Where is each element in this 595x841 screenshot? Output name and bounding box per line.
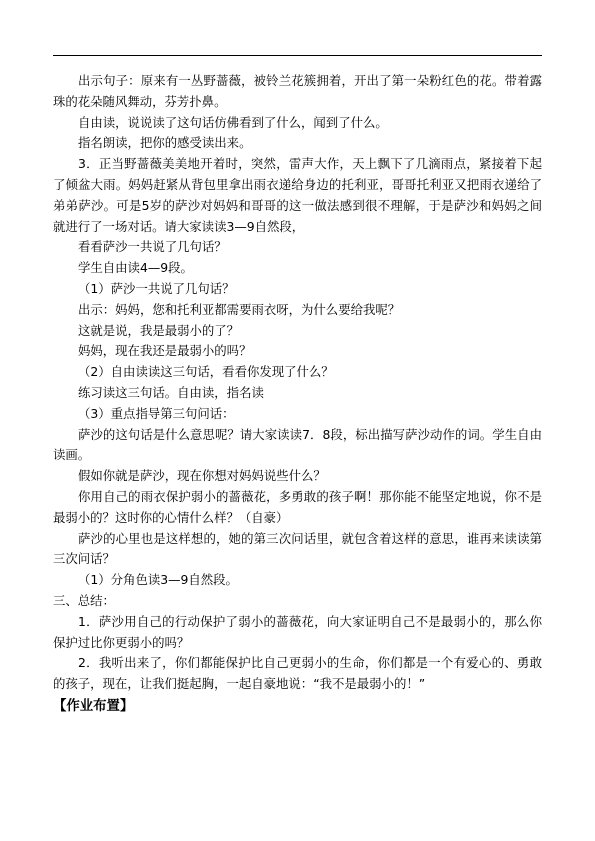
- section-heading: 【作业布置】: [53, 698, 134, 714]
- section-label: 三、总结：: [53, 592, 115, 608]
- paragraph: 假如你就是萨沙，现在你想对妈妈说些什么？: [78, 468, 326, 484]
- paragraph: 1．萨沙用自己的行动保护了弱小的蔷薇花，向大家证明自己不是最弱小的，那么你保护过比你更弱小的吗？: [53, 613, 542, 650]
- paragraph: 妈妈，现在我还是最弱小的吗？: [78, 343, 252, 359]
- header-rule: [53, 55, 542, 56]
- paragraph: （1）分角色读3—9自然段。: [78, 572, 238, 588]
- document-body: [53, 71, 542, 718]
- paragraph: （1）萨沙一共说了几句话？: [78, 280, 235, 296]
- paragraph: （3）重点指导第三句问话：: [78, 405, 235, 421]
- paragraph: 萨沙的心里也是这样想的，她的第三次问话里，就包含着这样的意思，谁再来读读第三次问话？: [53, 530, 542, 567]
- paragraph: 出示：妈妈，您和托利亚都需要雨衣呀，为什么要给我呢？: [78, 301, 401, 317]
- paragraph: 2．我听出来了，你们都能保护比自己更弱小的生命，你们都是一个有爱心的、勇敢的孩子，现在，让我们挺起胸，一起自豪地说：“我不是最弱小的！”: [53, 655, 542, 692]
- paragraph: 指名朗读，把你的感受读出来。: [78, 135, 252, 151]
- paragraph: 3．正当野蔷薇美美地开着时，突然，雷声大作，天上飘下了几滴雨点，紧接着下起了倾盆大雨。妈妈赶紧从背包里拿出雨衣递给身边的托利亚，哥哥托利亚又把雨衣递给了弟弟萨沙。可是5岁的萨沙对妈妈和哥哥的这一做法感到很不理解，于是萨沙和妈妈之间就进行了一场对话。请大家读读3—9自然段，: [53, 156, 542, 234]
- paragraph: 萨沙的这句话是什么意思呢？请大家读读7．8段，标出描写萨沙动作的词。学生自由读画。: [53, 426, 542, 463]
- paragraph: 自由读，说说读了这句话仿佛看到了什么，闻到了什么。: [78, 114, 388, 130]
- paragraph: 出示句子：原来有一丛野蔷薇，被铃兰花簇拥着，开出了第一朵粉红色的花。带着露珠的花朵随风舞动，芬芳扑鼻。: [53, 73, 542, 109]
- paragraph: 学生自由读4—9段。: [78, 260, 193, 276]
- paragraph: 看看萨沙一共说了几句话？: [78, 239, 227, 255]
- paragraph: 练习读这三句话。自由读，指名读: [78, 384, 264, 400]
- paragraph: （2）自由读读这三句话，看看你发现了什么？: [78, 364, 334, 380]
- paragraph: 你用自己的雨衣保护弱小的蔷薇花，多勇敢的孩子啊！那你能不能坚定地说，你不是最弱小的？这时你的心情什么样？（自豪）: [53, 488, 542, 525]
- paragraph: 这就是说，我是最弱小的了？: [78, 322, 240, 338]
